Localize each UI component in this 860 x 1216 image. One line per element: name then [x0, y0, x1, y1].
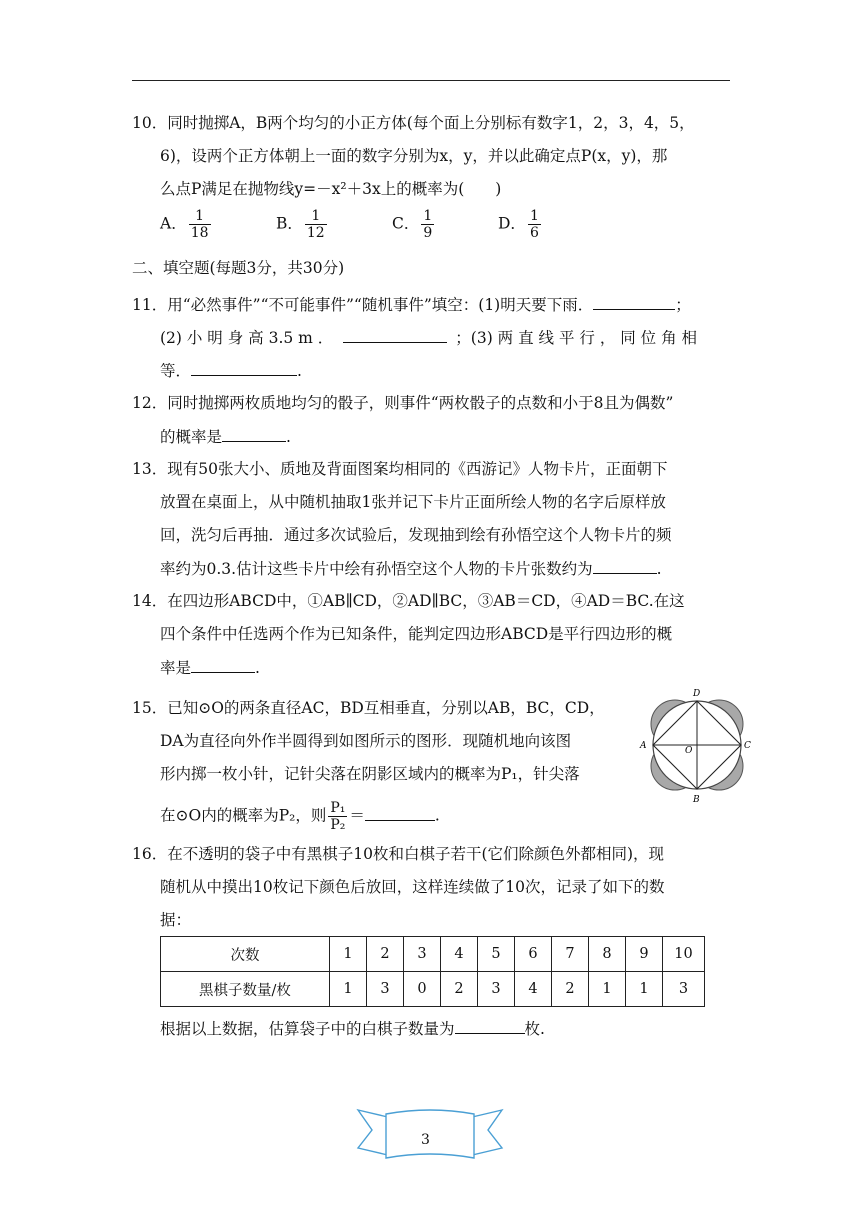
- table-cell: 1: [589, 972, 626, 1007]
- q11-line3: 等． .: [160, 359, 302, 382]
- fraction: $\frac{1}{9}$: [423, 208, 433, 241]
- q13-line1: 13．现有50张大小、质地及背面图案均相同的《西游记》人物卡片，正面朝下: [132, 460, 668, 478]
- table-cell: 2: [552, 972, 589, 1007]
- data-table: [160, 936, 705, 1007]
- table-cell: 4: [515, 972, 552, 1007]
- table-row: [161, 937, 705, 972]
- header-rule: [132, 80, 730, 81]
- label-c: C: [744, 741, 751, 751]
- table-cell: 3: [367, 972, 404, 1007]
- table-cell: 1: [330, 937, 367, 972]
- q10-line1: 10．同时抛掷A，B两个均匀的小正方体(每个面上分别标有数字1，2，3，4，5，: [132, 114, 695, 132]
- table-cell: 3: [478, 972, 515, 1007]
- q14-line1: 14．在四边形ABCD中，①AB∥CD，②AD∥BC，③AB＝CD，④AD＝BC.在这: [132, 592, 685, 610]
- table-cell: 0: [404, 972, 441, 1007]
- q13-line3: 回，洗匀后再抽．通过多次试验后，发现抽到绘有孙悟空这个人物卡片的频: [160, 526, 672, 544]
- table-cell: 5: [478, 937, 515, 972]
- table-cell: 9: [626, 937, 663, 972]
- section-heading: 二、填空题(每题3分，共30分): [132, 259, 345, 277]
- q13-line2: 放置在桌面上，从中随机抽取1张并记下卡片正面所绘人物的名字后原样放: [160, 493, 666, 511]
- answer-blank[interactable]: [191, 359, 297, 376]
- q12-line1: 12．同时抛掷两枚质地均匀的骰子，则事件“两枚骰子的点数和小于8且为偶数”: [132, 394, 674, 412]
- fraction-p1-p2: $\frac{\text{P₁}}{\text{P₂}}$: [330, 800, 346, 833]
- table-cell: 3: [404, 937, 441, 972]
- q14-line3: 率是 .: [160, 656, 260, 679]
- q10-option-c[interactable]: C． $\frac{1}{9}$: [392, 208, 433, 241]
- table-header-cell: 次数: [161, 937, 330, 972]
- q15-line1: 15．已知⊙O的两条直径AC，BD互相垂直，分别以AB，BC，CD，: [132, 699, 605, 717]
- label-o: O: [685, 746, 693, 756]
- answer-blank[interactable]: [222, 425, 286, 442]
- q16-after: 根据以上数据，估算袋子中的白棋子数量为 枚.: [160, 1017, 545, 1040]
- q14-line2: 四个条件中任选两个作为已知条件，能判定四边形ABCD是平行四边形的概: [160, 625, 673, 643]
- table-row: [161, 972, 705, 1007]
- q13-line4: 率约为0.3.估计这些卡片中绘有孙悟空这个人物的卡片张数约为 .: [160, 557, 662, 580]
- answer-blank[interactable]: [455, 1017, 525, 1034]
- q15-line2: DA为直径向外作半圆得到如图所示的图形．现随机地向该图: [160, 732, 572, 750]
- table-cell: 3: [663, 972, 705, 1007]
- q15-line3: 形内掷一枚小针，记针尖落在阴影区域内的概率为P₁，针尖落: [160, 765, 580, 783]
- q12-line2: 的概率是 .: [160, 425, 291, 448]
- fraction: $\frac{1}{18}$: [190, 208, 209, 241]
- table-cell: 7: [552, 937, 589, 972]
- table-cell: 1: [626, 972, 663, 1007]
- label-b: B: [693, 795, 700, 805]
- page-number: 3: [421, 1132, 430, 1148]
- table-cell: 6: [515, 937, 552, 972]
- table-cell: 4: [441, 937, 478, 972]
- q16-line3: 据：: [160, 911, 192, 929]
- table-header-cell: 黑棋子数量/枚: [161, 972, 330, 1007]
- table-cell: 8: [589, 937, 626, 972]
- q11-line2: (2) 小 明 身 高 3.5 m ． ；(3) 两 直 线 平 行 ， 同 位 角 相: [160, 326, 697, 349]
- page-ribbon: [356, 1104, 504, 1166]
- q10-option-b[interactable]: B． $\frac{1}{12}$: [276, 208, 325, 241]
- answer-blank[interactable]: [191, 656, 255, 673]
- table-cell: 2: [367, 937, 404, 972]
- q10-line2: 6)，设两个正方体朝上一面的数字分别为x，y，并以此确定点P(x，y)，那: [160, 147, 668, 165]
- answer-blank[interactable]: [365, 804, 435, 821]
- q16-line1: 16．在不透明的袋子中有黑棋子10枚和白棋子若干(它们除颜色外都相同)，现: [132, 845, 665, 863]
- fraction: $\frac{1}{12}$: [306, 208, 325, 241]
- fraction: $\frac{1}{6}$: [529, 208, 539, 241]
- table-cell: 10: [663, 937, 705, 972]
- answer-blank[interactable]: [343, 326, 447, 343]
- q10-option-d[interactable]: D． $\frac{1}{6}$: [498, 208, 539, 241]
- q16-line2: 随机从中摸出10枚记下颜色后放回，这样连续做了10次，记录了如下的数: [160, 878, 665, 896]
- answer-blank[interactable]: [593, 557, 657, 574]
- q15-line4: 在⊙O内的概率为P₂，则 $\frac{\text{P₁}}{\text{P₂}}$ ＝ .: [160, 800, 440, 833]
- circle-square-figure: [638, 684, 756, 806]
- label-d: D: [693, 689, 701, 699]
- table-cell: 1: [330, 972, 367, 1007]
- q10-line3: 么点P满足在抛物线y=－x²＋3x上的概率为( ): [160, 180, 502, 198]
- table-cell: 2: [441, 972, 478, 1007]
- answer-blank[interactable]: [593, 293, 675, 310]
- q11-line1: 11．用“必然事件”“不可能事件”“随机事件”填空：(1)明天要下雨． ；: [132, 293, 691, 316]
- q10-option-a[interactable]: A． $\frac{1}{18}$: [160, 208, 209, 241]
- label-a: A: [640, 741, 647, 751]
